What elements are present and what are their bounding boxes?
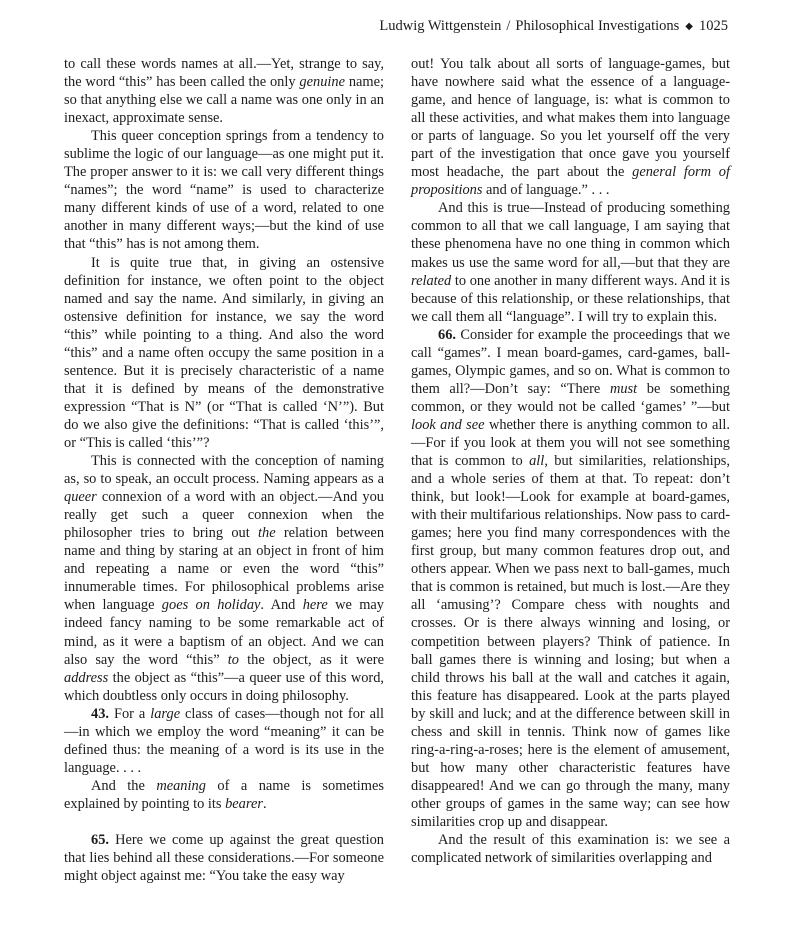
- italic-text: goes on holiday: [161, 597, 261, 614]
- page-number: 1025: [699, 18, 728, 34]
- paragraph: [411, 199, 730, 325]
- text-run: And this is true—Instead of producing something common to all that we call language, I am saying that these phenomena have no one thing in common which makes us use the same word for all,—but that they are: [411, 200, 730, 271]
- paragraph: [411, 831, 730, 867]
- italic-text: here: [302, 597, 328, 614]
- italic-text: general form of propositions: [411, 164, 730, 199]
- italic-text: look and see: [411, 416, 485, 433]
- text-run: Here we come up against the great question that lies behind all these considerations.—For someone might object against me: “You take the easy way: [64, 831, 384, 885]
- text-run: It is quite true that, in giving an ostensive definition for instance, we often point to the object named and say the name. And similarly, in giving an ostensive definition for instance, we say the word “this” while pointing to a thing. And also the word “this” and a name often occupy the same position in a sentence. But it is precisely characteristic of a name that it is defined by means of the demonstrative expression “That is N” (or “That is called ‘N’”). But do we also give the definitions: “That is called ‘this’”, or “This is called ‘this’”?: [64, 254, 384, 451]
- text-run: of a name is sometimes explained by pointing to its: [64, 777, 384, 812]
- italic-text: must: [609, 380, 638, 397]
- text-run: This is connected with the conception of naming as, so to speak, an occult process. Naming appears as a: [64, 453, 384, 488]
- left-column: [64, 55, 384, 885]
- italic-text: meaning: [156, 777, 206, 794]
- section-text: [64, 832, 384, 884]
- italic-text: genuine: [299, 74, 345, 91]
- text-run: name; so that anything else we call a name was one only in an inexact, approximate sense.: [64, 74, 384, 127]
- running-header: [379, 18, 728, 35]
- paragraph: [64, 55, 384, 127]
- italic-text: related: [411, 272, 452, 289]
- italic-text: to: [227, 651, 239, 668]
- text-run: out! You talk about all sorts of language-games, but have nowhere said what the essence of a language-game, and hence of language, is: what is common to all these activities, and what makes them into language or parts of language. So you let yourself off the very part of the investigation that once gave you yourself most headache, the part about the: [411, 56, 730, 181]
- text-run: and of language.” . . .: [482, 182, 610, 199]
- italic-text: the: [258, 525, 276, 542]
- italic-text: all: [529, 453, 545, 470]
- section-number: 66.: [438, 326, 456, 343]
- paragraph: [411, 55, 730, 199]
- italic-text: address: [64, 669, 109, 686]
- text-run: whether there is anything common to all.—For if you look at them you will not see something that is common to: [411, 416, 730, 470]
- paragraph: [64, 254, 384, 453]
- paragraph: [64, 777, 384, 813]
- section-number: 65.: [91, 831, 109, 848]
- text-run: And the: [91, 777, 157, 794]
- paragraph: [64, 127, 384, 253]
- section-number: 43.: [91, 705, 109, 722]
- header-separator: /: [506, 18, 511, 34]
- section-66: [411, 326, 730, 831]
- section-65: [64, 831, 384, 885]
- text-run: we may indeed fancy naming to be some remarkable act of mind, as it were a baptism of an object. And we can also say the word “this”: [64, 597, 384, 668]
- italic-text: bearer: [225, 795, 263, 812]
- diamond-ornament-icon: ◆: [685, 21, 693, 32]
- text-run: to call these words names at all.—Yet, strange to say, the word “this” has been called the only: [64, 56, 384, 91]
- right-column: [411, 55, 730, 867]
- text-run: Consider for example the proceedings that we call “games”. I mean board-games, card-games, ball-games, Olympic games, and so on. What is common to them all?—Don’t say: “There: [411, 326, 730, 397]
- text-run: relation between name and thing by staring at an object in front of him and repeating a name or even the word “this” innumerable times. For philosophical problems arise when language: [64, 525, 385, 614]
- text-run: . And: [260, 597, 303, 614]
- italic-text: queer: [64, 489, 97, 506]
- text-run: be something common, or they would not be called ‘games’ ”—but: [411, 380, 730, 415]
- section-text: [64, 706, 384, 776]
- text-run: .: [262, 795, 267, 812]
- text-run: the object as “this”—a queer use of this word, which doubtless only occurs in doing philosophy.: [64, 669, 384, 704]
- text-run: connexion of a word with an object.—And you really get such a queer connexion when the philosopher tries to bring out: [64, 489, 384, 542]
- text-run: the object, as it were: [239, 651, 384, 668]
- section-text: [411, 327, 730, 830]
- text-run: This queer conception springs from a tendency to sublime the logic of our language—as one might put it. The proper answer to it is: we call very different things “names”; the word “name” is used to characterize many different kinds of use of a word, related to one another in many different ways;—but the kind of use that “this” has is not among them.: [64, 128, 384, 253]
- text-run: to one another in many different ways. And it is because of this relationship, or these relationships, that we call them all “language”. I will try to explain this.: [411, 272, 730, 325]
- text-run: class of cases—though not for all—in which we employ the word “meaning” it can be defined thus: the meaning of a word is its use in the language. . . .: [64, 705, 385, 776]
- header-title: Philosophical Investigations: [515, 18, 680, 34]
- text-run: And the result of this examination is: we see a complicated network of similarities overlapping and: [411, 832, 730, 867]
- section-43: [64, 705, 384, 777]
- paragraph: [64, 452, 384, 705]
- text-run: , but similarities, relationships, and a whole series of them at that. To repeat: don’t think, but look!—Look for example at board-games, with their multifarious relationships. Now pass to card-games; here you find many correspondences with the first group, but many common features drop out, and others appear. When we pass next to ball-games, much that is common is retained, but much is lost.—Are they all ‘amusing’? Compare chess with noughts and crosses. Or is there always winning and losing, or competition between players? Think of patience. In ball games there is winning and losing; but when a child throws his ball at the wall and catches it again, this feature has disappeared. Look at the parts played by skill and luck; and at the difference between skill in chess and skill in tennis. Think now of games like ring-a-ring-a-roses; here is the element of amusement, but how many other characteristic features have disappeared! And we can go through the many, many other groups of games in the same way; can see how similarities crop up and disappear.: [411, 453, 731, 830]
- header-author: Ludwig Wittgenstein: [379, 18, 502, 34]
- italic-text: large: [150, 705, 181, 722]
- text-run: For a: [109, 705, 151, 722]
